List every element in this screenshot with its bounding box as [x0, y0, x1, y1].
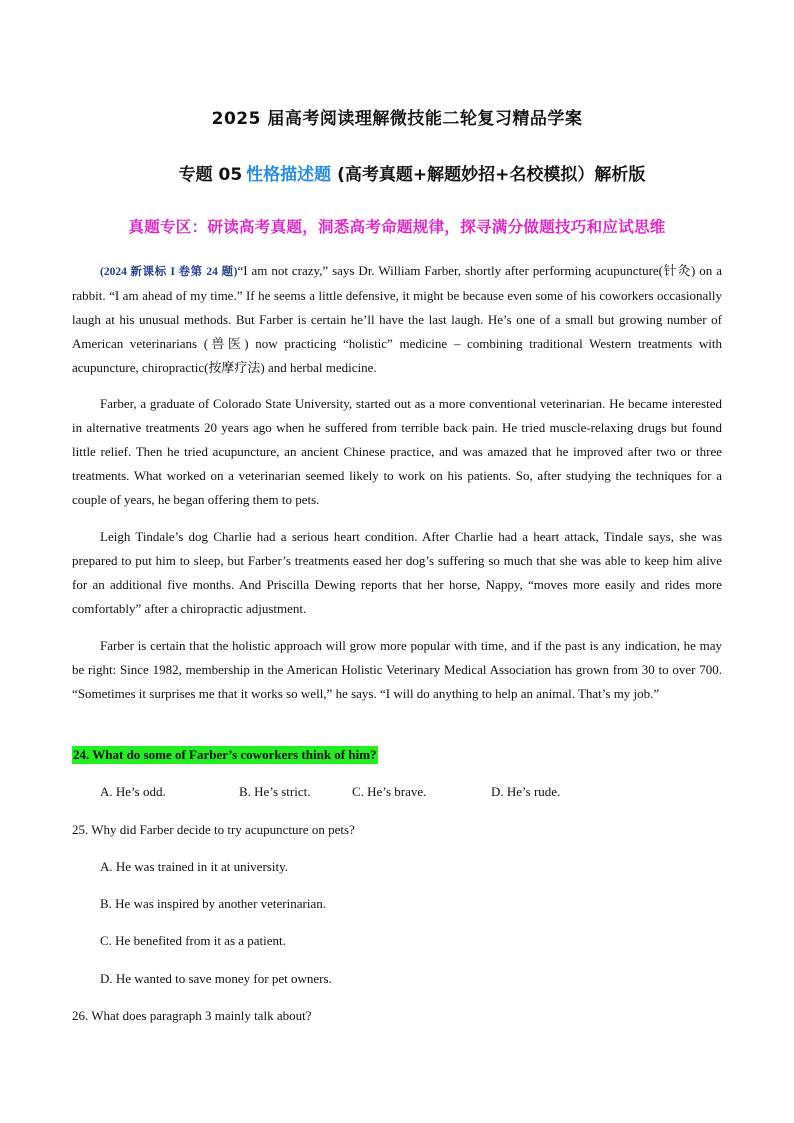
question-25-option-b: B. He was inspired by another veterinarian.: [100, 896, 326, 911]
topic-number: 专题 05: [178, 165, 243, 185]
question-24-option-c: C. He’s brave.: [352, 784, 427, 799]
question-25-option-c: C. He benefited from it as a patient.: [100, 933, 286, 948]
passage-paragraph-1: [72, 259, 722, 380]
paragraph-3-text: Leigh Tindale’s dog Charlie had a serious heart condition. After Charlie had a heart attack, Tindale says, she was prepared to put him to sleep, but Farber’s treatments eased her dog’s suffering so much that she was able to keep him alive for an additional five months. And Priscilla Dewing reports that her horse, Nappy, “moves more easily and rides more comfortably” after a chiropractic adjustment.: [72, 529, 722, 616]
question-26-stem: 26. What does paragraph 3 mainly talk about?: [72, 1008, 312, 1023]
question-source: (2024 新课标 I 卷第 24 题): [100, 266, 238, 278]
question-25-stem: 25. Why did Farber decide to try acupuncture on pets?: [72, 822, 355, 837]
question-24-stem: 24. What do some of Farber’s coworkers think of him?: [73, 747, 377, 762]
question-25-option-a: A. He was trained in it at university.: [100, 859, 288, 874]
topic-name: 性格描述题: [246, 165, 332, 185]
paragraph-1-text: “I am not crazy,” says Dr. William Farber, shortly after performing acupuncture(针灸) on a rabbit. “I am ahead of my time.” If he seems a little defensive, it might be because even some of his coworkers occasionally laugh at his unusual methods. But Farber is certain he’ll have the last laugh. He’s one of a small but growing number of American veterinarians (兽医) now practicing “holistic” medicine – combining traditional Western treatments with acupuncture, chiropractic(按摩疗法) and herbal medicine.: [72, 263, 722, 375]
question-24-option-b: B. He’s strict.: [239, 784, 311, 799]
topic-subtitle: [0, 160, 794, 185]
passage-paragraph-4: [72, 634, 722, 706]
passage-paragraph-2: [72, 392, 722, 512]
topic-description: (高考真题+解题妙招+名校模拟）解析版: [337, 165, 646, 185]
document-title: 2025 届高考阅读理解微技能二轮复习精品学案: [211, 109, 583, 129]
paragraph-2-text: Farber, a graduate of Colorado State University, started out as a more conventional veterinarian. He became interested in alternative treatments 20 years ago when he suffered from terrible back pain. He tried muscle-relaxing drugs but found little relief. Then he tried acupuncture, an ancient Chinese practice, and was amazed that he improved after two or three treatments. What worked on a veterinarian seemed likely to work on his patients. So, after studying the techniques for a couple of years, he began offering them to pets.: [72, 396, 722, 507]
paragraph-4-text: Farber is certain that the holistic approach will grow more popular with time, and if the past is any indication, he may be right: Since 1982, membership in the American Holistic Veterinary Medical Association has grown from 30 to over 700. “Sometimes it surprises me that it works so well,” he says. “I will do anything to help an animal. That’s my job.”: [72, 638, 722, 701]
question-25-option-d: D. He wanted to save money for pet owners.: [100, 971, 332, 986]
question-24-option-d: D. He’s rude.: [491, 784, 561, 799]
question-24-option-a: A. He’s odd.: [100, 784, 166, 799]
passage-paragraph-3: [72, 525, 722, 621]
section-heading: 真题专区：研读高考真题，洞悉高考命题规律，探寻满分做题技巧和应试思维: [128, 218, 666, 236]
